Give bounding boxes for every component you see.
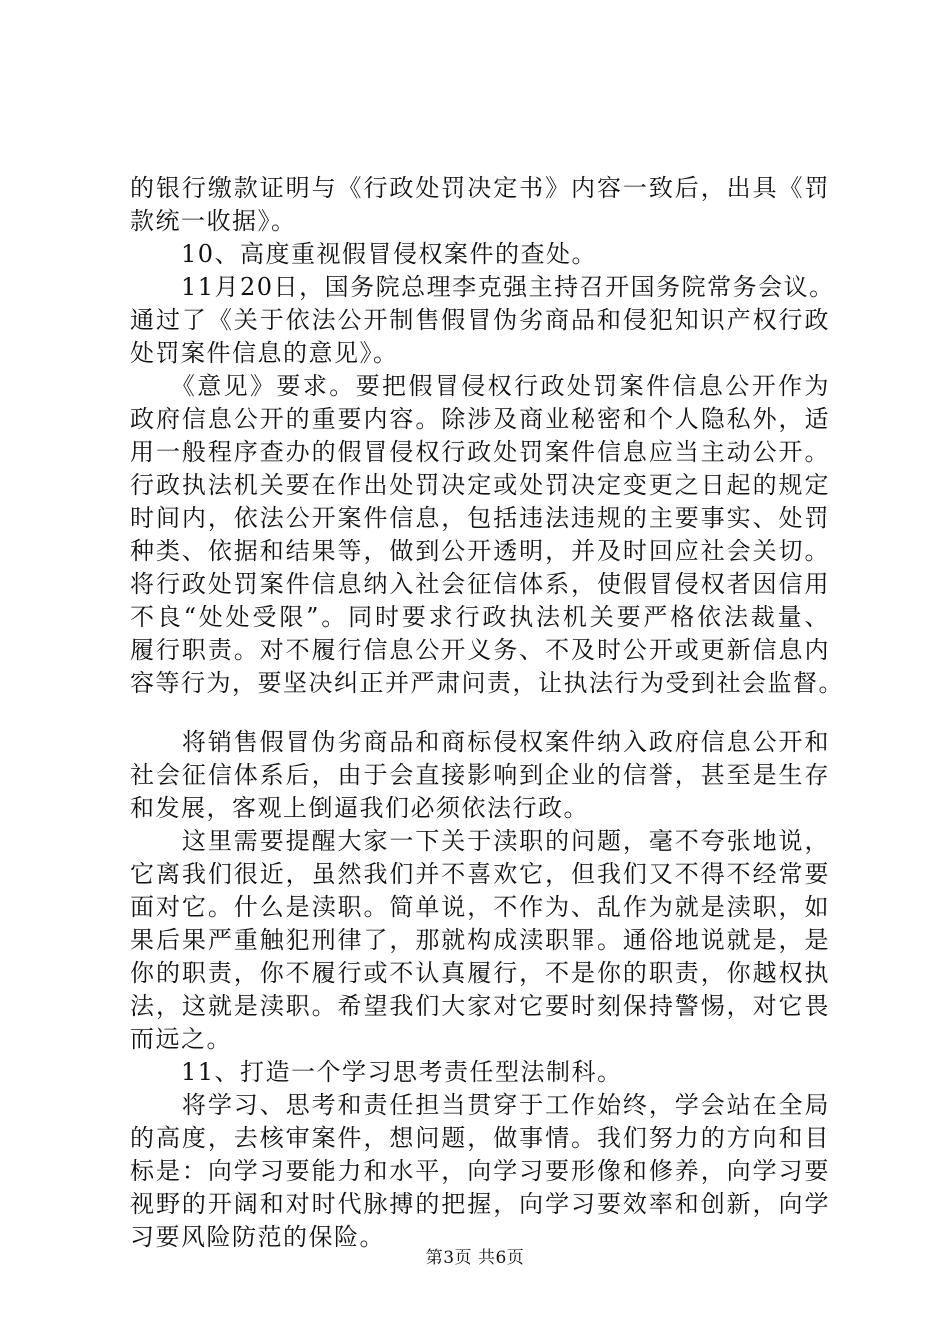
text-line: 11月20日，国务院总理李克强主持召开国务院常务会议。 bbox=[130, 273, 835, 301]
text-line: 履行职责。对不履行信息公开义务、不及时公开或更新信息内 bbox=[130, 636, 830, 664]
text-line: 《意见》要求。要把假冒侵权行政处罚案件信息公开作为 bbox=[130, 372, 830, 400]
text-line: 将销售假冒伪劣商品和商标侵权案件纳入政府信息公开和 bbox=[130, 728, 830, 756]
section-heading: 10、高度重视假冒侵权案件的查处。 bbox=[130, 240, 598, 268]
text-line: 款统一收据》。 bbox=[130, 207, 297, 235]
text-line: 将行政处罚案件信息纳入社会征信体系，使假冒侵权者因信用 bbox=[130, 570, 830, 598]
text-line: 的高度，去核审案件，想问题，做事情。我们努力的方向和目 bbox=[130, 1124, 830, 1152]
text-line: 习要风险防范的保险。 bbox=[130, 1223, 385, 1251]
text-line: 标是：向学习要能力和水平，向学习要形像和修养，向学习要 bbox=[130, 1157, 830, 1185]
text-line: 它离我们很近，虽然我们并不喜欢它，但我们又不得不经常要 bbox=[130, 860, 830, 888]
text-line: 容等行为，要坚决纠正并严肃问责，让执法行为受到社会监督。 bbox=[130, 669, 844, 697]
text-line: 社会征信体系后，由于会直接影响到企业的信誉，甚至是生存 bbox=[130, 761, 830, 789]
paragraph-gap bbox=[130, 700, 830, 726]
text-line: 通过了《关于依法公开制售假冒伪劣商品和侵犯知识产权行政 bbox=[130, 306, 830, 334]
text-line: 的银行缴款证明与《行政处罚决定书》内容一致后，出具《罚 bbox=[130, 174, 830, 202]
text-line: 用一般程序查办的假冒侵权行政处罚案件信息应当主动公开。 bbox=[130, 438, 830, 466]
text-line: 不良“处处受限”。同时要求行政执法机关要严格依法裁量、 bbox=[130, 603, 830, 631]
text-line: 这里需要提醒大家一下关于渎职的问题，毫不夸张地说， bbox=[130, 827, 830, 855]
text-line: 面对它。什么是渎职。简单说，不作为、乱作为就是渎职，如 bbox=[130, 893, 830, 921]
text-line: 政府信息公开的重要内容。除涉及商业秘密和个人隐私外，适 bbox=[130, 405, 830, 433]
page-number-footer: 第3页 共6页 bbox=[425, 1248, 525, 1268]
text-line: 时间内，依法公开案件信息，包括违法违规的主要事实、处罚 bbox=[130, 504, 830, 532]
text-line: 视野的开阔和对时代脉搏的把握，向学习要效率和创新，向学 bbox=[130, 1190, 830, 1218]
section-heading: 11、打造一个学习思考责任型法制科。 bbox=[130, 1058, 623, 1086]
document-body bbox=[130, 172, 844, 1254]
text-line: 和发展，客观上倒逼我们必须依法行政。 bbox=[130, 794, 589, 822]
text-line: 种类、依据和结果等，做到公开透明，并及时回应社会关切。 bbox=[130, 537, 830, 565]
text-line: 法，这就是渎职。希望我们大家对它要时刻保持警惕，对它畏 bbox=[130, 992, 830, 1020]
text-line: 果后果严重触犯刑律了，那就构成渎职罪。通俗地说就是，是 bbox=[130, 926, 830, 954]
text-line: 处罚案件信息的意见》。 bbox=[130, 339, 399, 367]
text-line: 将学习、思考和责任担当贯穿于工作始终，学会站在全局 bbox=[130, 1091, 830, 1119]
text-line: 行政执法机关要在作出处罚决定或处罚决定变更之日起的规定 bbox=[130, 471, 830, 499]
text-line: 而远之。 bbox=[130, 1025, 232, 1053]
text-line: 你的职责，你不履行或不认真履行，不是你的职责，你越权执 bbox=[130, 959, 830, 987]
